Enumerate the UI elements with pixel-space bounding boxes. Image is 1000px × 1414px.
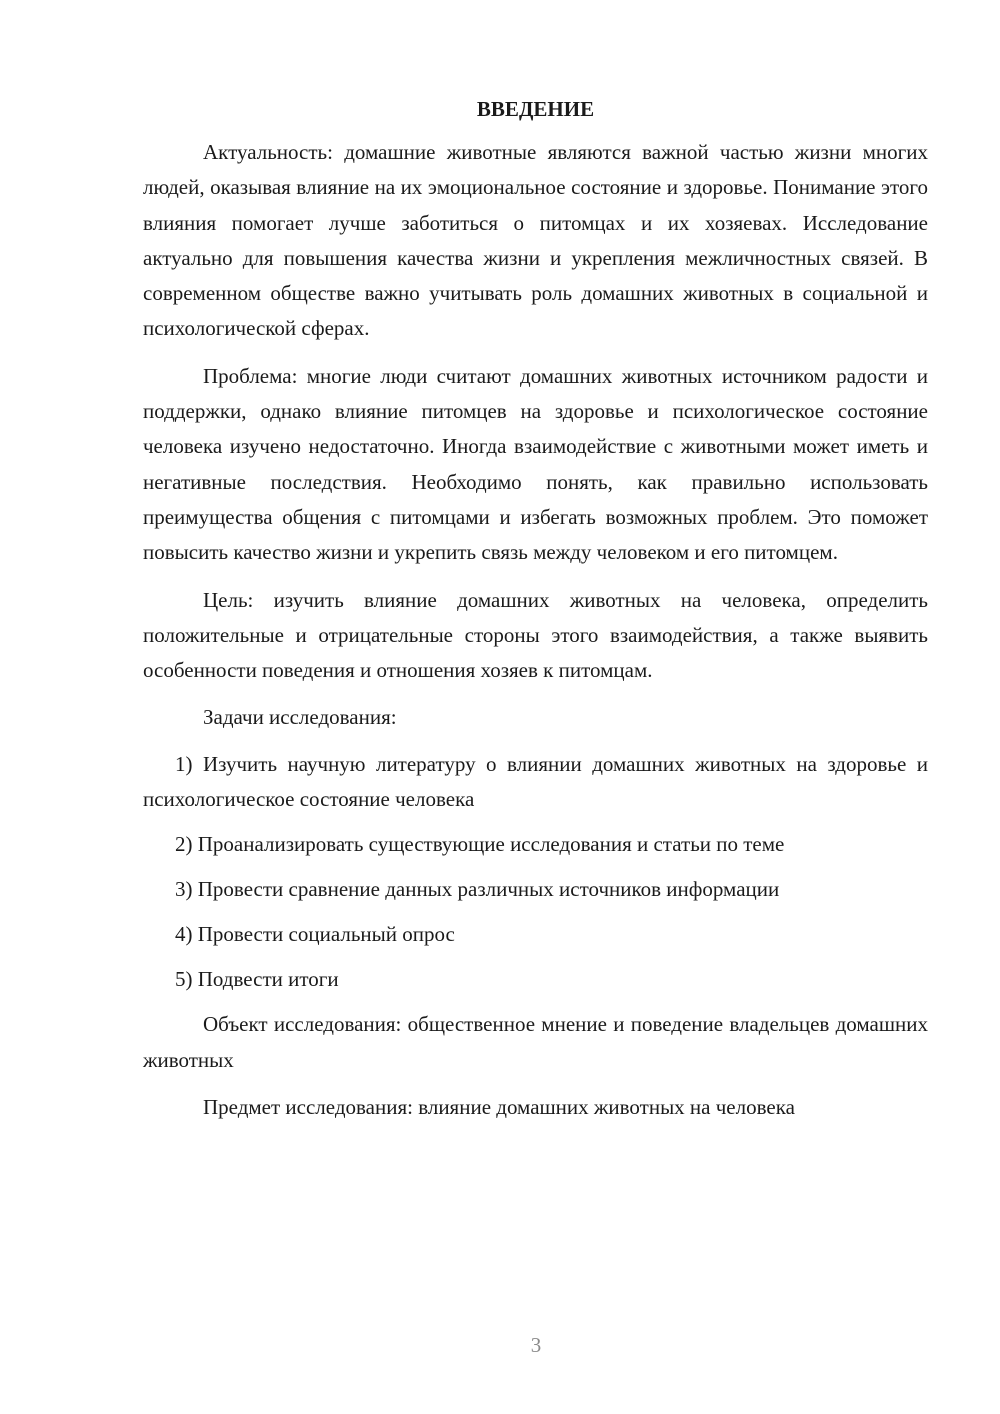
task-item: 4) Провести социальный опрос xyxy=(175,922,455,947)
page-number: 3 xyxy=(530,1333,542,1357)
document-page xyxy=(143,92,928,1137)
task-item: 3) Провести сравнение данных различных источников информации xyxy=(175,877,780,902)
object-paragraph: Объект исследования: общественное мнение и поведение владельцев домашних животных xyxy=(143,1012,928,1072)
subject-paragraph: Предмет исследования: влияние домашних животных на человека xyxy=(203,1095,795,1120)
task-item: 5) Подвести итоги xyxy=(175,967,339,992)
section-title: ВВЕДЕНИЕ xyxy=(476,97,595,121)
problem-paragraph: Проблема: многие люди считают домашних животных источником радости и поддержки, однако влияние питомцев на здоровье и психологическое состояние человека изучено недостаточно. Иногда взаимодействие с животными может иметь и негативные последствия. Необходимо понять, как правильно использовать преимущества общения с питомцами и избегать возможных проблем. Это поможет повысить качество жизни и укрепить связь между человеком и его питомцем. xyxy=(143,363,928,565)
goal-paragraph: Цель: изучить влияние домашних животных на человека, определить положительные и отрицательные стороны этого взаимодействия, а также выявить особенности поведения и отношения хозяев к питомцам. xyxy=(143,587,928,683)
tasks-list xyxy=(143,747,928,997)
task-item: 1) Изучить научную литературу о влиянии домашних животных на здоровье и психологическое состояние человека xyxy=(143,752,928,812)
tasks-heading: Задачи исследования: xyxy=(203,705,397,730)
task-item: 2) Проанализировать существующие исследования и статьи по теме xyxy=(175,832,785,857)
relevance-paragraph: Актуальность: домашние животные являются важной частью жизни многих людей, оказывая влияние на их эмоциональное состояние и здоровье. Понимание этого влияния помогает лучше заботиться о питомцах и их хозяевах. Исследование актуально для повышения качества жизни и укрепления межличностных связей. В современном обществе важно учитывать роль домашних животных в социальной и психологической сферах. xyxy=(143,140,928,341)
